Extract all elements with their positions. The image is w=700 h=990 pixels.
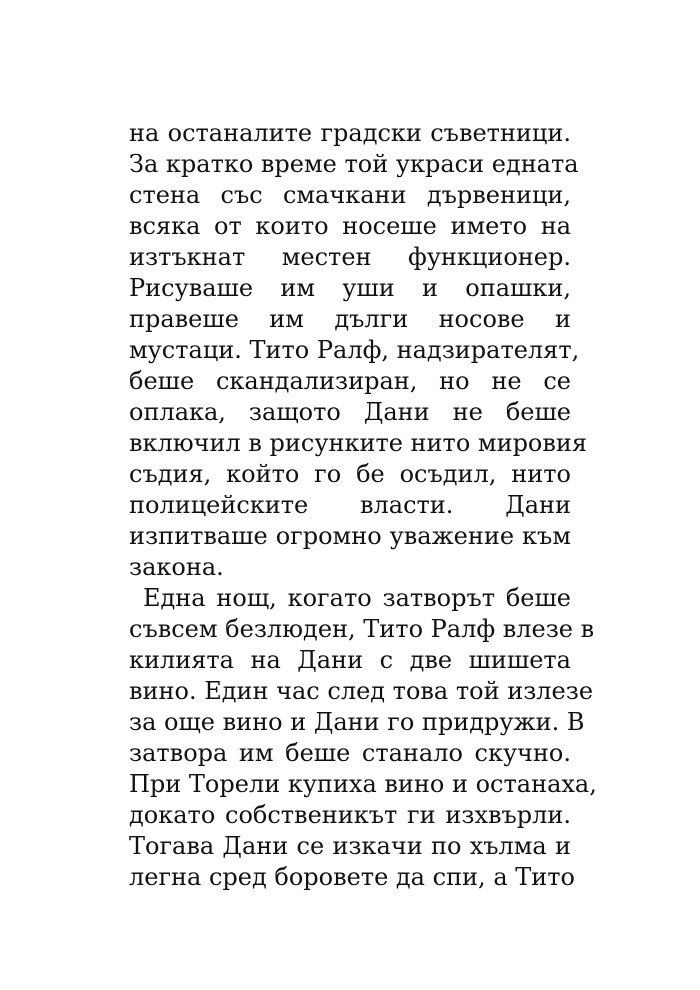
text-line: докато собственикът ги изхвърли. <box>129 801 571 829</box>
text-line: килията на Дани с две шишета <box>129 646 571 674</box>
text-line: съдия, който го бе осъдил, нито <box>129 460 571 488</box>
text-line: мустаци. Тито Ралф, надзирателят, <box>129 336 580 364</box>
paragraph-start-line: Една нощ, когато затворът беше <box>143 584 571 612</box>
text-line: изтъкнат местен функционер. <box>129 243 571 271</box>
text-line: затвора им беше станало скучно. <box>129 739 571 767</box>
text-line: вино. Един час след това той излезе <box>129 677 594 705</box>
text-line: Рисуваше им уши и опашки, <box>129 274 571 302</box>
text-line: включил в рисунките нито мировия <box>129 429 588 457</box>
text-line: оплака, защото Дани не беше <box>129 398 571 426</box>
text-line: за още вино и Дани го придружи. В <box>129 708 585 736</box>
text-line: стена със смачкани дървеници, <box>129 181 571 209</box>
text-line: При Торели купиха вино и останаха, <box>129 770 597 798</box>
text-line: изпитваше огромно уважение към <box>129 522 571 550</box>
text-line: За кратко време той украси едната <box>129 150 579 178</box>
body-text <box>129 118 597 893</box>
text-line: полицейските власти. Дани <box>129 491 571 519</box>
text-line: на останалите градски съветници. <box>129 119 571 147</box>
text-line: Тогава Дани се изкачи по хълма и <box>129 832 571 860</box>
text-line: съвсем безлюден, Тито Ралф влезе в <box>129 615 595 643</box>
text-line: беше скандализиран, но не се <box>129 367 571 395</box>
text-line: правеше им дълги носове и <box>129 305 571 333</box>
text-line: всяка от които носеше името на <box>129 212 571 240</box>
paragraph-end-line: закона. <box>129 553 224 581</box>
text-line: легна сред боровете да спи, а Тито <box>129 863 575 891</box>
